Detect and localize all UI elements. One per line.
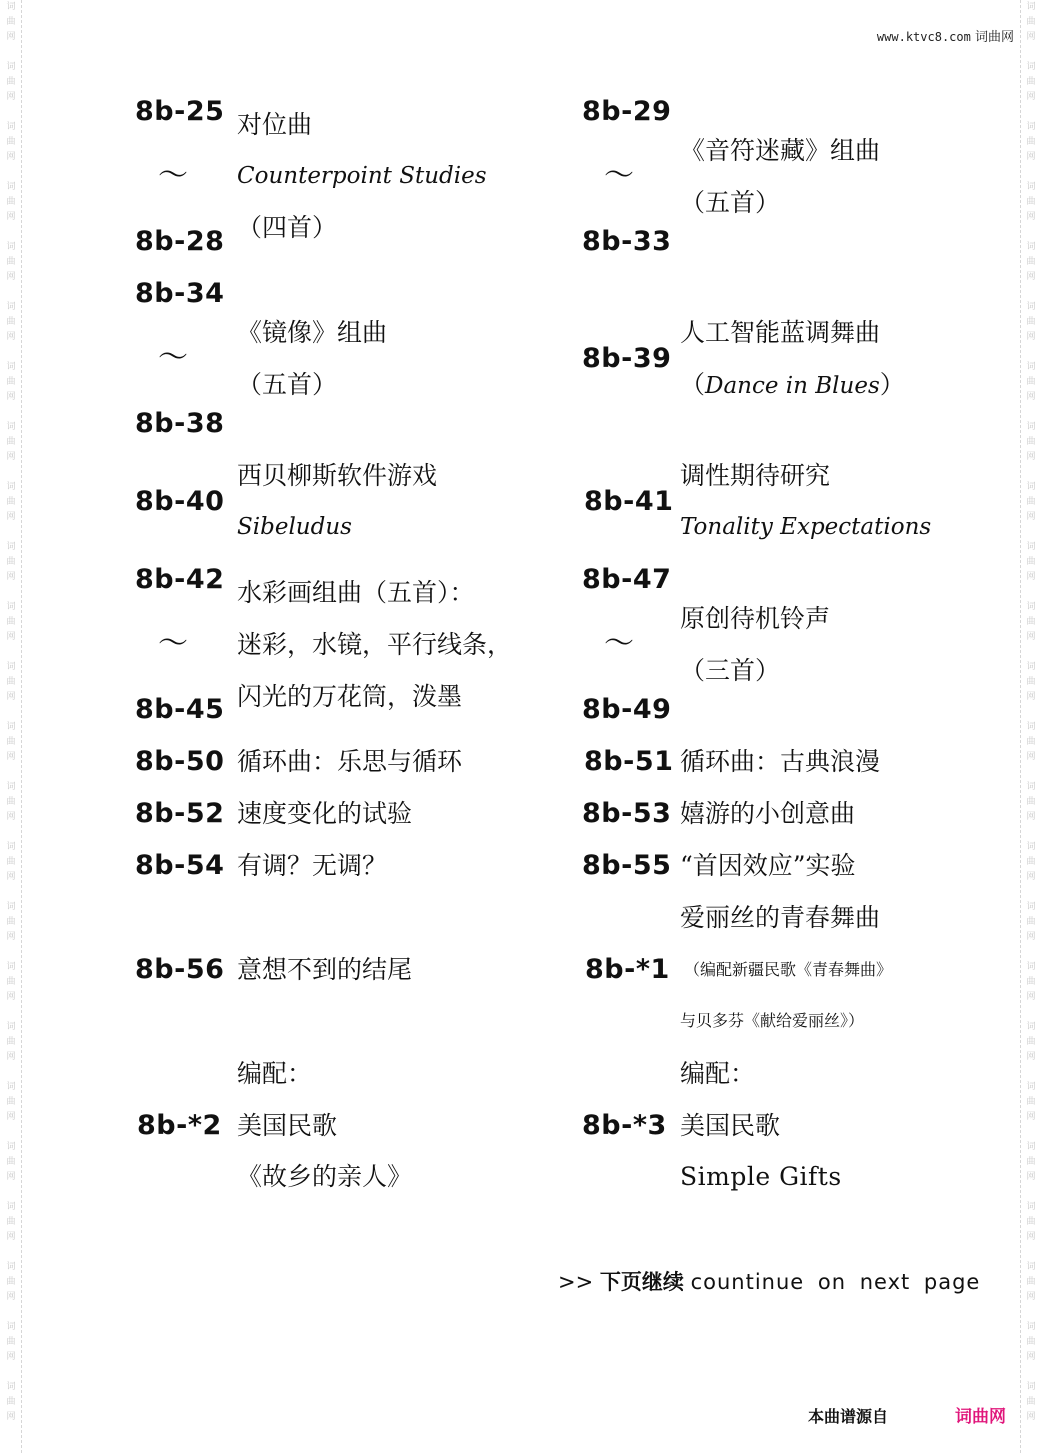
entry-subtitle: Counterpoint Studies <box>237 163 487 189</box>
site-url[interactable]: www.ktvc8.com <box>876 30 971 44</box>
range-tilde: ～ <box>158 626 188 661</box>
entry-title: 有调？无调？ <box>237 851 388 880</box>
entry-title: 爱丽丝的青春舞曲 <box>680 903 881 932</box>
entry-title: 水彩画组曲（五首）： <box>237 578 475 607</box>
entry-code: 8b-*3 <box>582 1110 667 1141</box>
entry-code: 8b-*1 <box>585 954 670 985</box>
watermark-strip-right: 词 曲 网 词 曲 网 词 曲 网 词 曲 网 词 曲 网 词 曲 网 词 曲 网 词 曲 网 词 曲 网 词 曲 网 词 曲 网 词 曲 网 词 曲 网 词 曲 网 词 曲 网 词 曲 网 词 曲 网 词 曲 网 词 曲 网 词 曲 网 词 曲 网 词 曲 网 词 曲 网 词 曲 网 <box>1026 2 1036 1422</box>
entry-note: 与贝多芬《献给爱丽丝》） <box>680 1011 865 1030</box>
entry-subtitle: 迷彩，水镜，平行线条， <box>237 630 513 659</box>
entry-code-end: 8b-38 <box>135 408 225 439</box>
entry-note: （五首） <box>680 188 781 217</box>
paren-close: ） <box>879 370 905 399</box>
site-name: 词曲网 <box>974 30 1014 45</box>
range-tilde: ～ <box>604 158 634 193</box>
continue-zh: 下页继续 <box>599 1270 684 1294</box>
entry-code: 8b-52 <box>135 798 225 829</box>
entry-code: 8b-39 <box>582 343 672 374</box>
entry-title: 美国民歌 <box>680 1111 781 1140</box>
range-tilde: ～ <box>604 626 634 661</box>
entry-note: （四首） <box>237 213 338 242</box>
entry-title: 原创待机铃声 <box>680 604 831 633</box>
entry-code: 8b-40 <box>135 486 225 517</box>
entry-title: 嬉游的小创意曲 <box>680 799 856 828</box>
entry-note: 闪光的万花筒，泼墨 <box>237 682 463 711</box>
entry-subtitle: 《故乡的亲人》 <box>237 1162 413 1191</box>
entry-code: 8b-54 <box>135 850 225 881</box>
entry-code-start: 8b-47 <box>582 564 672 595</box>
entry-code-end: 8b-33 <box>582 226 672 257</box>
entry-label: 编配： <box>237 1059 313 1088</box>
entry-subtitle: Simple Gifts <box>680 1162 842 1191</box>
entry-code: 8b-*2 <box>137 1110 222 1141</box>
entry-code-end: 8b-45 <box>135 694 225 725</box>
entry-code-start: 8b-42 <box>135 564 225 595</box>
entry-title: 意想不到的结尾 <box>237 955 413 984</box>
footer-source: 本曲谱源自 <box>808 1407 889 1426</box>
entry-code: 8b-53 <box>582 798 672 829</box>
entry-subtitle <box>680 369 905 402</box>
entry-code: 8b-55 <box>582 850 672 881</box>
entry-title: “首因效应”实验 <box>680 851 856 880</box>
site-header <box>877 26 1014 45</box>
entry-code: 8b-50 <box>135 746 225 777</box>
range-tilde: ～ <box>158 158 188 193</box>
entry-title: 调性期待研究 <box>680 461 831 490</box>
entry-title: 对位曲 <box>237 110 313 139</box>
entry-code: 8b-56 <box>135 954 225 985</box>
paren-open: （ <box>680 370 706 399</box>
entry-label: 编配： <box>680 1059 756 1088</box>
entry-title: 《镜像》组曲 <box>237 318 388 347</box>
entry-code-end: 8b-28 <box>135 226 225 257</box>
footer-site-link[interactable]: 词曲网 <box>955 1407 1006 1427</box>
entry-subtitle: Sibeludus <box>237 514 352 540</box>
entry-title: 美国民歌 <box>237 1111 338 1140</box>
entry-note: （三首） <box>680 656 781 685</box>
continue-note <box>558 1268 980 1296</box>
entry-title: 西贝柳斯软件游戏 <box>237 461 438 490</box>
entry-code: 8b-41 <box>584 486 674 517</box>
entry-title: 《音符迷藏》组曲 <box>680 136 881 165</box>
entry-code-start: 8b-25 <box>135 96 225 127</box>
continue-en: countinue on next page <box>690 1270 981 1294</box>
entry-code-start: 8b-29 <box>582 96 672 127</box>
entry-subtitle-en: Dance in Blues <box>705 373 880 399</box>
entry-title: 循环曲：古典浪漫 <box>680 747 881 776</box>
watermark-strip-left: 词 曲 网 词 曲 网 词 曲 网 词 曲 网 词 曲 网 词 曲 网 词 曲 网 词 曲 网 词 曲 网 词 曲 网 词 曲 网 词 曲 网 词 曲 网 词 曲 网 词 曲 网 词 曲 网 词 曲 网 词 曲 网 词 曲 网 词 曲 网 词 曲 网 词 曲 网 词 曲 网 词 曲 网 <box>6 2 16 1422</box>
entry-subtitle: Tonality Expectations <box>680 514 932 540</box>
entry-code-end: 8b-49 <box>582 694 672 725</box>
entry-code: 8b-51 <box>584 746 674 777</box>
range-tilde: ～ <box>158 340 188 375</box>
entry-title: 速度变化的试验 <box>237 799 413 828</box>
margin-line-left <box>21 0 22 1453</box>
entry-title: 循环曲：乐思与循环 <box>237 747 463 776</box>
entry-note: （五首） <box>237 370 338 399</box>
entry-code-start: 8b-34 <box>135 278 225 309</box>
entry-title: 人工智能蓝调舞曲 <box>680 318 881 347</box>
double-chevron-icon: >> <box>558 1270 594 1294</box>
margin-line-right <box>1020 0 1021 1453</box>
entry-note: （编配新疆民歌《青春舞曲》 <box>684 960 893 979</box>
